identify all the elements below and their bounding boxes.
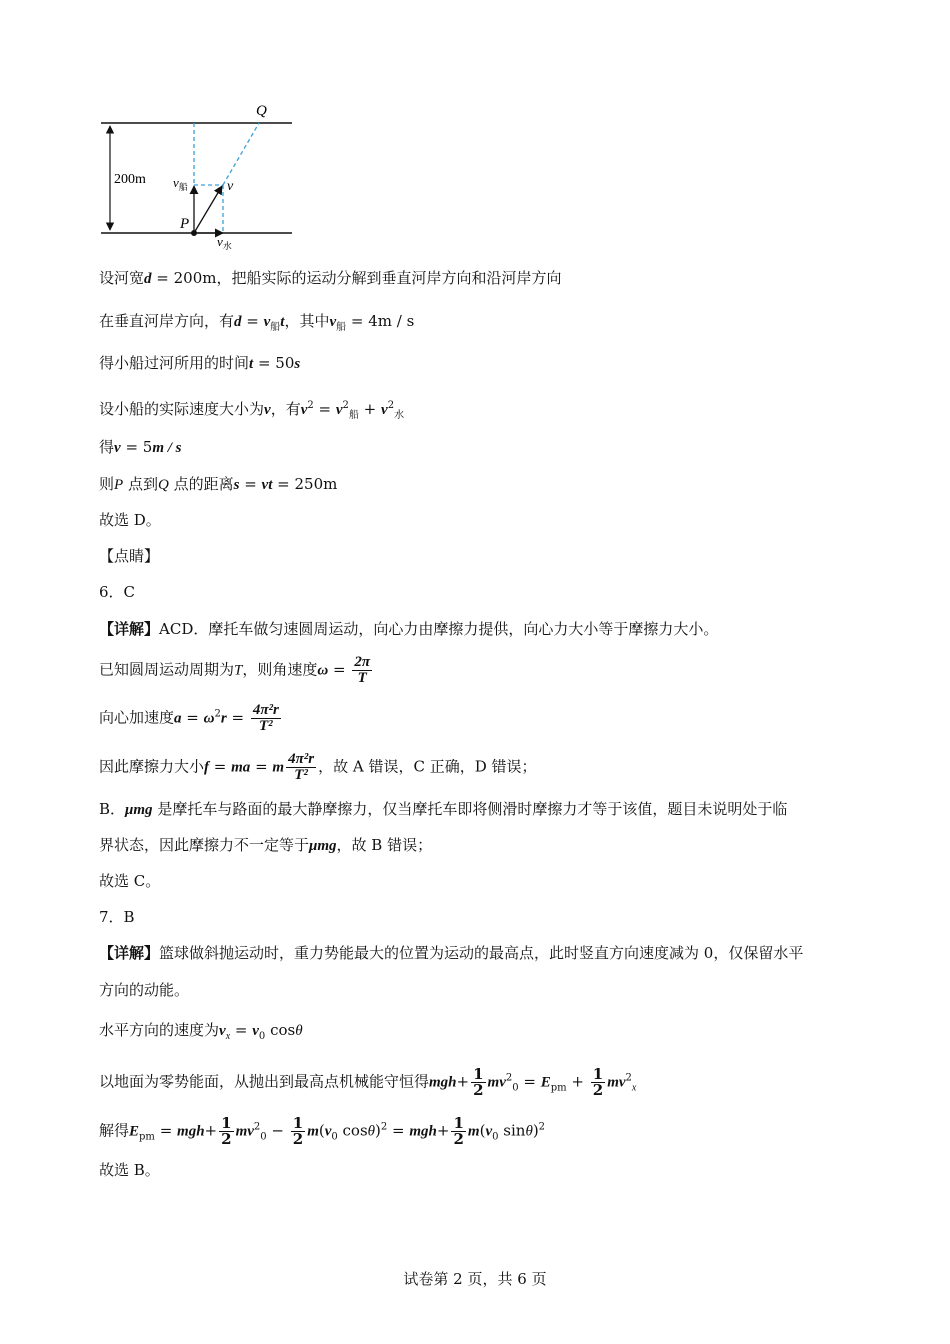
width-label: 200m: [114, 172, 146, 187]
line-actual-speed: 设小船的实际速度大小为v，有$v^2 = v^2_船 + v^2_水$: [99, 400, 405, 421]
line-answer-c: 故选 C。: [99, 872, 161, 890]
line-energy-conservation: 以地面为零势能面，从抛出到最高点机械能守恒得mgh+ $\frac{1}{2}$ $mv^2_0 = E_{pm}$ + $\frac{1}{2}$ $mv^2_x$: [99, 1065, 637, 1099]
v-arrow: [194, 186, 222, 233]
line-answer-d: 故选 D。: [99, 511, 161, 529]
fraction: $\frac{\text{4π²r}}{\text{T²}}$: [288, 751, 315, 783]
line-answer-b: 故选 B。: [99, 1161, 160, 1179]
page-footer: 试卷第 2 页，共 6 页: [403, 1270, 547, 1288]
label-q: Q: [256, 103, 267, 119]
label-vwater: $v_水$: [217, 234, 232, 251]
line-q6: 6．C: [99, 583, 136, 601]
label-vboat: $v_船$: [173, 175, 188, 192]
line-speed-result: 得v = 5m / s: [99, 438, 182, 456]
fraction: $\frac{\text{4π²r}}{\text{T²}}$: [252, 702, 279, 734]
line-horizontal-velocity: 水平方向的速度为$v_x = v_0$ cosθ: [99, 1021, 303, 1042]
fraction: $\frac{2\pi}{T}$: [354, 654, 371, 686]
label-p: P: [180, 216, 190, 232]
line-q7: 7．B: [99, 908, 135, 926]
line-angular-velocity: 已知圆周运动周期为T，则角速度ω = $\frac{2\pi}{T}$: [99, 654, 371, 686]
fraction: $\frac{1}{2}$: [473, 1065, 484, 1099]
line-q7-detail: 【详解】篮球做斜抛运动时，重力势能最大的位置为运动的最高点，此时竖直方向速度减为 0，仅保留水平: [99, 944, 804, 962]
line-distance: 则P 点到Q 点的距离s = vt = 250m: [99, 475, 338, 493]
fraction: $\frac{1}{2}$: [453, 1114, 464, 1148]
line-river-width: 设河宽d = 200m，把船实际的运动分解到垂直河岸方向和沿河岸方向: [99, 269, 562, 287]
fraction: $\frac{1}{2}$: [592, 1065, 604, 1099]
dashed-path-to-q: [223, 123, 259, 185]
line-time: 得小船过河所用的时间t = 50s: [99, 354, 301, 372]
line-q6-detail: 【详解】ACD．摩托车做匀速圆周运动，向心力由摩擦力提供，向心力大小等于摩擦力大小。: [99, 620, 719, 638]
fraction: $\frac{1}{2}$: [221, 1114, 232, 1148]
line-q7-detail-cont: 方向的动能。: [99, 981, 190, 999]
line-option-b: B．μmg 是摩托车与路面的最大静摩擦力，仅当摩托车即将侧滑时摩擦力才等于该值，题目未说明处于临: [99, 800, 788, 818]
line-perpendicular: 在垂直河岸方向，有$d = v_船t$，其中$v_船 = 4m / s$: [99, 312, 415, 333]
line-friction: 因此摩擦力大小f = ma = m $\frac{\text{4π²r}}{\text{T²}}$ ，故 A 错误，C 正确，D 错误；: [99, 751, 537, 783]
line-dianjing: 【点睛】: [99, 547, 160, 565]
line-solution: 解得$E_{pm} = mgh+$ $\frac{1}{2}$ $mv^2_0$ − $\frac{1}{2}$ $m(v_0$ cosθ)$^2$ = mgh+ $\frac{1}{2}$ $m(v_0$ sinθ)$^2$: [99, 1114, 546, 1148]
label-v: v: [227, 179, 234, 194]
line-centripetal-accel: 向心加速度$a = \omega^2r$ = $\frac{\text{4π²r}}{\text{T²}}$: [99, 702, 279, 734]
fraction: $\frac{1}{2}$: [292, 1114, 304, 1148]
point-p: [191, 230, 197, 236]
line-option-b-cont: 界状态，因此摩擦力不一定等于μmg，故 B 错误；: [99, 836, 433, 854]
river-crossing-diagram: [96, 95, 306, 255]
